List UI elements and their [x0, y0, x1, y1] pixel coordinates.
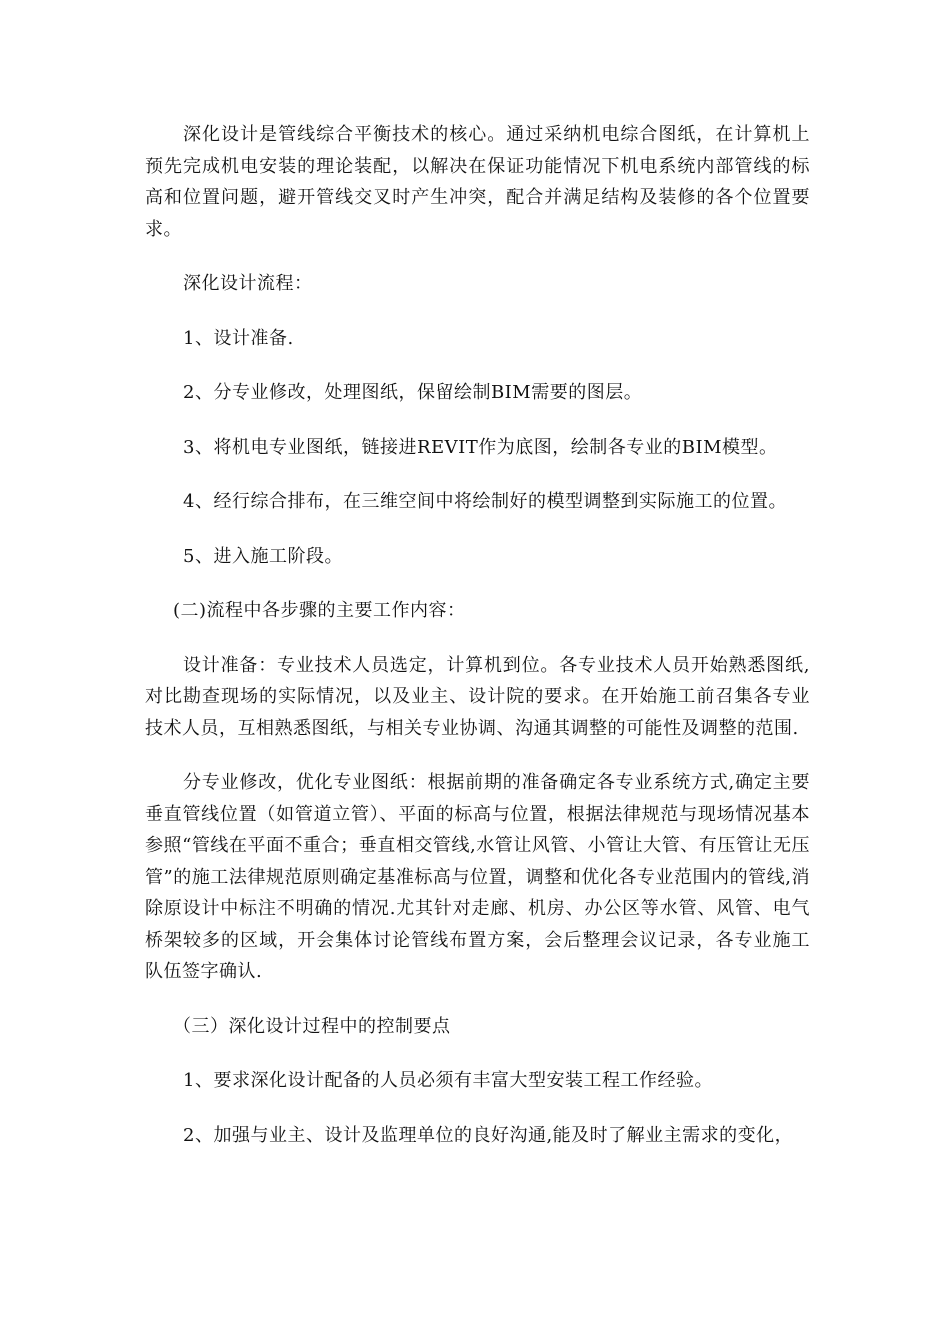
- section-heading-2: (二)流程中各步骤的主要工作内容：: [173, 600, 466, 621]
- list-item-step-2: 2、分专业修改，处理图纸，保留绘制BIM需要的图层。: [183, 382, 643, 403]
- document-body: [145, 119, 810, 1174]
- paragraph-design-prep: 设计准备：专业技术人员选定，计算机到位。各专业技术人员开始熟悉图纸,对比勘查现场的实际情况，以及业主、设计院的要求。在开始施工前召集各专业技术人员，互相熟悉图纸，与相关专业协调、沟通其调整的可能性及调整的范围.: [145, 654, 810, 739]
- list-item-control-2: 2、加强与业主、设计及监理单位的良好沟通,能及时了解业主需求的变化，: [183, 1124, 794, 1146]
- section-heading-3: （三）深化设计过程中的控制要点: [173, 1015, 451, 1037]
- list-item-step-3: 3、将机电专业图纸，链接进REVIT作为底图，绘制各专业的BIM模型。: [183, 436, 778, 458]
- paragraph-core-intro: 深化设计是管线综合平衡技术的核心。通过采纳机电综合图纸，在计算机上预先完成机电安装的理论装配，以解决在保证功能情况下机电系统内部管线的标高和位置问题，避开管线交叉时产生冲突，配合并满足结构及装修的各个位置要求。: [145, 124, 810, 240]
- list-item-step-1: 1、设计准备.: [183, 327, 294, 349]
- list-item-step-5: 5、进入施工阶段。: [183, 545, 343, 567]
- list-item-control-1: 1、要求深化设计配备的人员必须有丰富大型安装工程工作经验。: [183, 1070, 713, 1091]
- paragraph-optimize-drawings: 分专业修改，优化专业图纸：根据前期的准备确定各专业系统方式,确定主要垂直管线位置（如管道立管）、平面的标高与位置，根据法律规范与现场情况基本参照“管线在平面不重合；垂直相交管线,水管让风管、小管让大管、有压管让无压管”的施工法律规范原则确定基准标高与位置，调整和优化各专业范围内的管线,消除原设计中标注不明确的情况.尤其针对走廊、机房、办公区等水管、风管、电气桥架较多的区域，开会集体讨论管线布置方案，会后整理会议记录，各专业施工队伍签字确认.: [145, 772, 810, 982]
- list-item-step-4: 4、经行综合排布，在三维空间中将绘制好的模型调整到实际施工的位置。: [183, 491, 787, 512]
- paragraph-process-heading: 深化设计流程：: [183, 273, 313, 294]
